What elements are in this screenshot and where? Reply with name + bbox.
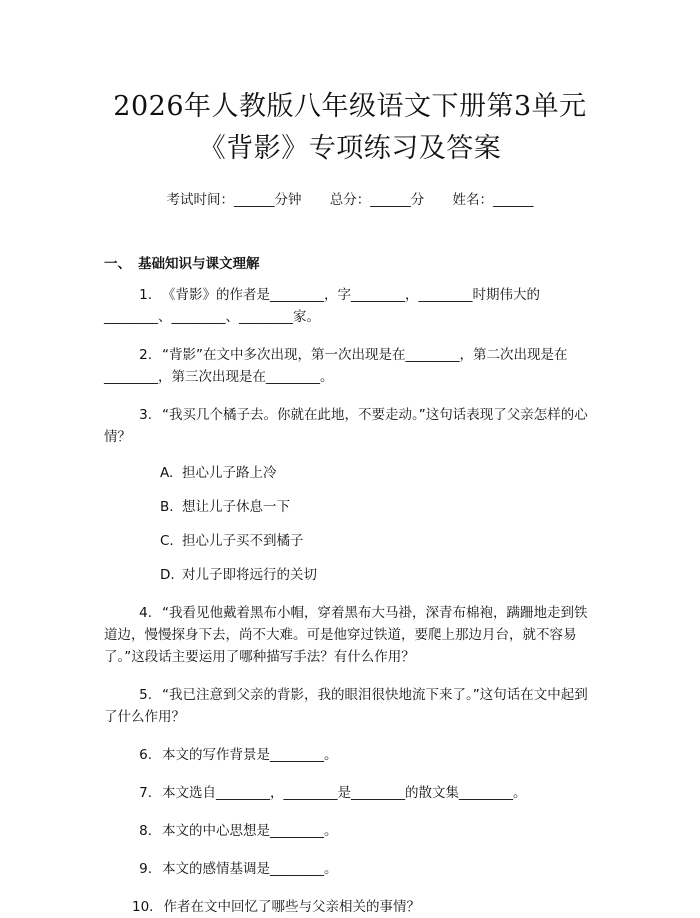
question-number: 5.	[139, 687, 152, 703]
question-number: 6.	[139, 747, 152, 763]
total-score: 总分：______分	[329, 192, 425, 208]
question-2	[104, 344, 596, 388]
option-text: 担心儿子路上冷	[182, 465, 277, 481]
question-number: 4.	[139, 605, 152, 621]
question-number: 2.	[139, 347, 152, 363]
question-5	[104, 684, 596, 728]
question-text: 本文的中心思想是________。	[162, 823, 338, 839]
question-3	[104, 404, 596, 448]
question-number: 9.	[139, 861, 152, 877]
section-title: 基础知识与课文理解	[138, 256, 260, 272]
question-text: “我买几个橘子去。你就在此地，不要走动。”这句话表现了父亲怎样的心情？	[104, 407, 588, 445]
question-number: 3.	[139, 407, 152, 423]
question-text: 《背影》的作者是________，字________，________时期伟大的________、________、________家。	[104, 287, 540, 325]
question-6	[104, 744, 596, 766]
option-text: 担心儿子买不到橘子	[182, 533, 304, 549]
question-4	[104, 602, 596, 668]
question-number: 10.	[132, 899, 154, 915]
question-1	[104, 284, 596, 328]
option-letter: C.	[160, 533, 174, 549]
option-b	[160, 496, 596, 518]
question-3-options	[160, 462, 596, 586]
question-10	[104, 896, 596, 918]
question-text: 本文的感情基调是________。	[162, 861, 338, 877]
option-a	[160, 462, 596, 484]
question-text: “背影”在文中多次出现，第一次出现是在________，第二次出现是在________，第三次出现是在________。	[104, 347, 568, 385]
section-heading	[104, 254, 596, 274]
section-number: 一、	[104, 256, 131, 272]
option-text: 对儿子即将远行的关切	[182, 567, 317, 583]
question-text: 本文选自________，________是________的散文集________。	[162, 785, 527, 801]
option-text: 想让儿子休息一下	[182, 499, 290, 515]
question-text: 作者在文中回忆了哪些与父亲相关的事情？	[163, 899, 420, 915]
option-letter: B.	[160, 499, 174, 515]
question-9	[104, 858, 596, 880]
question-8	[104, 820, 596, 842]
question-text: 本文的写作背景是________。	[162, 747, 338, 763]
question-number: 8.	[139, 823, 152, 839]
exam-info	[104, 190, 596, 210]
question-number: 7.	[139, 785, 152, 801]
option-letter: A.	[160, 465, 174, 481]
option-c	[160, 530, 596, 552]
document-title: 2026年人教版八年级语文下册第3单元《背影》专项练习及答案	[113, 91, 587, 164]
question-number: 1.	[139, 287, 152, 303]
option-letter: D.	[160, 567, 175, 583]
student-name: 姓名：______	[452, 192, 534, 208]
question-text: “我已注意到父亲的背影，我的眼泪很快地流下来了。”这句话在文中起到了什么作用？	[104, 687, 588, 725]
question-text: “我看见他戴着黑布小帽，穿着黑布大马褂，深青布棉袍，蹒跚地走到铁道边，慢慢探身下去，尚不大难。可是他穿过铁道，要爬上那边月台，就不容易了。”这段话主要运用了哪种描写手法？有什么作用？	[104, 605, 588, 665]
question-list	[104, 284, 596, 918]
option-d	[160, 564, 596, 586]
question-7	[104, 782, 596, 804]
exam-time: 考试时间：______分钟	[166, 192, 302, 208]
